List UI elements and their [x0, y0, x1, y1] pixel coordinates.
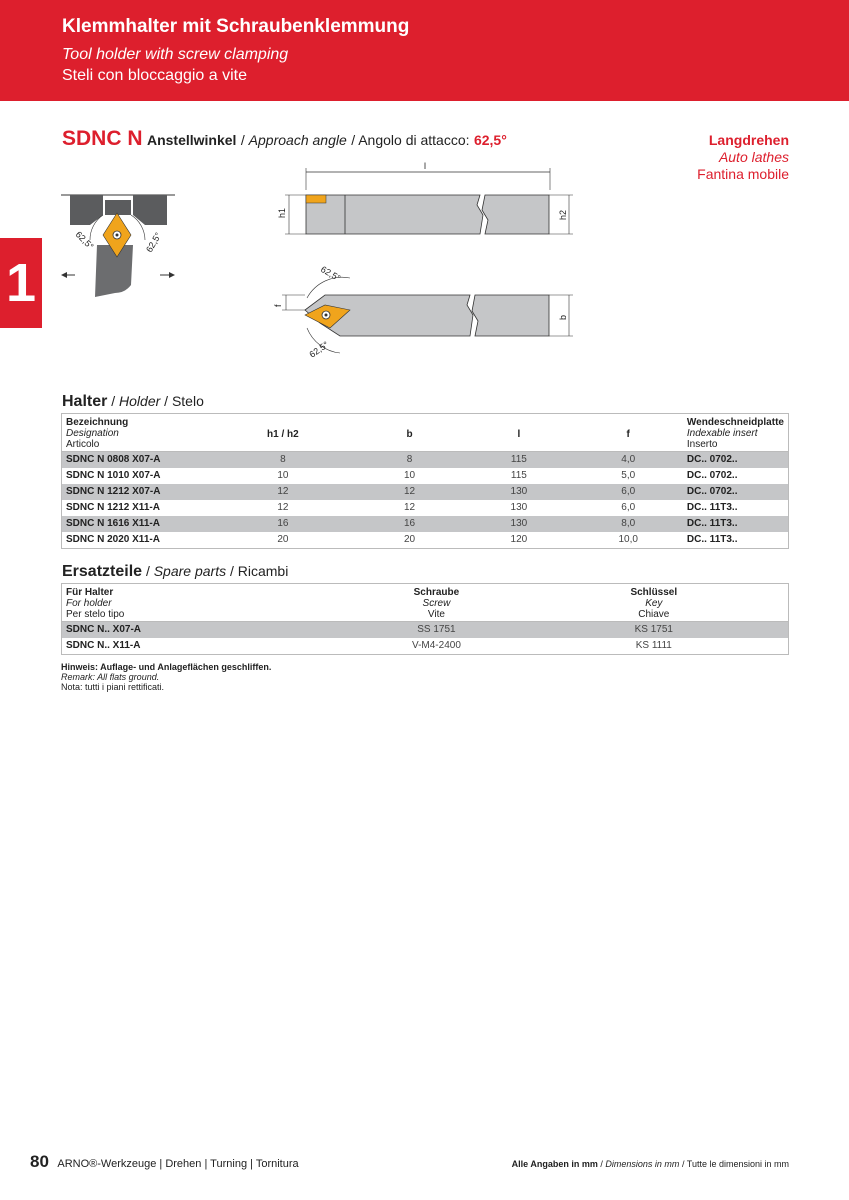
h1-dim-label: h1: [277, 207, 287, 218]
l-dim-label: l: [424, 161, 426, 171]
top-view-drawing: [270, 258, 580, 368]
holder-table: [61, 413, 789, 549]
angle-left-label: 62,5°: [73, 229, 96, 252]
holder-section-title: Halter / Holder / Stelo: [62, 393, 204, 410]
angle-label-de: Anstellwinkel: [146, 132, 237, 148]
spare-parts-table: [61, 583, 789, 655]
product-title: SDNC N Anstellwinkel / Approach angle / Angolo di attacco: 62,5°: [62, 127, 507, 150]
table-row: SDNC N 1212 X07-A 12 12 130 6,0 DC.. 0702..: [62, 484, 789, 500]
f-dim-label: f: [273, 304, 283, 307]
angle-top-label: 62,5°: [319, 264, 343, 284]
angle-label-it: Angolo di attacco:: [358, 132, 470, 148]
b-dim-label: b: [558, 314, 568, 320]
angle-right-label: 62,5°: [144, 230, 164, 254]
table-row: SDNC N 0808 X07-A 8 8 115 4,0 DC.. 0702..: [62, 452, 789, 469]
footer-left-text: ARNO®-Werkzeuge | Drehen | Turning | Tornitura: [57, 1158, 299, 1170]
chapter-tab: 1: [0, 238, 42, 328]
h2-dim-label: h2: [558, 209, 568, 220]
context-de: Langdrehen: [708, 132, 789, 148]
angle-label-en: Approach angle: [248, 132, 347, 148]
table-row: SDNC N 1212 X11-A 12 12 130 6,0 DC.. 11T3..: [66, 502, 738, 513]
context-en: Auto lathes: [718, 149, 789, 165]
side-view-drawing: [275, 160, 580, 240]
table-row: SDNC N 1616 X11-A 16 16 130 8,0 DC.. 11T3..: [62, 516, 789, 532]
table-row: SDNC N 1010 X07-A 10 10 115 5,0 DC.. 0702..: [66, 470, 738, 481]
page-number: 80: [30, 1152, 49, 1171]
application-context: [697, 132, 789, 183]
table-row: SDNC N.. X11-A V-M4-2400 KS 1111: [66, 640, 672, 651]
header-title-it: Steli con bloccaggio a vite: [62, 67, 247, 84]
spare-section-title: Ersatzteile / Spare parts / Ricambi: [62, 563, 289, 580]
page-header: [0, 0, 849, 101]
table-row: SDNC N.. X07-A SS 1751 KS 1751: [62, 622, 789, 639]
context-it: Fantina mobile: [697, 166, 789, 182]
front-view-drawing: [55, 185, 190, 305]
remark-note: Hinweis: Auflage- und Anlageflächen geschliffen. Remark: All flats ground. Nota: tutti i piani rettificati.: [61, 662, 272, 692]
table-row: SDNC N 2020 X11-A 20 20 120 10,0 DC.. 11T3..: [66, 534, 738, 545]
footer-right: Alle Angaben in mm / Dimensions in mm / Tutte le dimensioni in mm: [511, 1159, 789, 1169]
header-title-en: Tool holder with screw clamping: [62, 46, 289, 63]
angle-value: 62,5°: [473, 132, 507, 148]
header-title-de: Klemmhalter mit Schraubenklemmung: [62, 16, 410, 37]
spare-table-header: Für Halter For holder Per stelo tipo Schraube Screw Vite Schlüssel Key Chiave: [62, 584, 789, 622]
angle-bottom-label: 62,5°: [307, 339, 331, 360]
product-code: SDNC N: [62, 127, 143, 150]
holder-table-header: Bezeichnung Designation Articolo h1 / h2 b l f Wendeschneidplatte Indexable insert Inserto: [62, 414, 789, 452]
page-footer: [30, 1152, 299, 1172]
